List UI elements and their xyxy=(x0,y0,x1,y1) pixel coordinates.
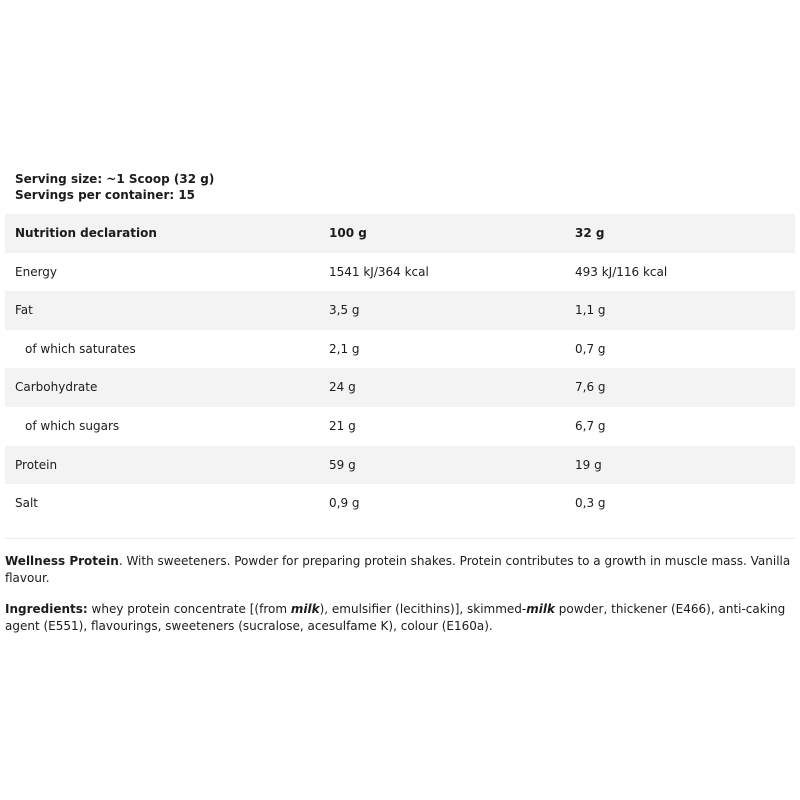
table-row-fat xyxy=(5,291,795,330)
row-value-serving: 19 g xyxy=(575,457,602,472)
row-value-serving: 0,3 g xyxy=(575,496,606,511)
header-nutrition-declaration: Nutrition declaration xyxy=(15,226,157,240)
table-row-carbohydrate xyxy=(5,368,795,407)
nutrition-table-header xyxy=(5,214,795,253)
table-row-salt xyxy=(5,484,795,523)
row-value-100g: 3,5 g xyxy=(329,303,360,318)
row-value-serving: 493 kJ/116 kcal xyxy=(575,264,668,279)
table-row-saturates xyxy=(5,330,795,369)
header-per-100g: 100 g xyxy=(329,226,367,240)
product-name: Wellness Protein xyxy=(5,554,119,568)
product-description-text: . With sweeteners. Powder for preparing protein shakes. Protein contributes to a growth in muscle mass. Vanilla flavour. xyxy=(5,554,791,585)
row-value-100g: 0,9 g xyxy=(329,496,360,511)
serving-info xyxy=(15,171,214,203)
row-value-serving: 6,7 g xyxy=(575,418,606,433)
allergen-milk: milk xyxy=(526,602,555,616)
product-description xyxy=(5,553,795,587)
row-label: Energy xyxy=(15,264,58,279)
table-row-sugars xyxy=(5,407,795,446)
row-label: of which sugars xyxy=(25,418,120,433)
servings-per-container: Servings per container: 15 xyxy=(15,188,196,202)
row-label: Carbohydrate xyxy=(15,380,98,395)
ingredients-text: whey protein concentrate [(from xyxy=(87,602,291,616)
row-value-100g: 1541 kJ/364 kcal xyxy=(329,264,429,279)
row-label: Fat xyxy=(15,303,33,318)
table-row-protein xyxy=(5,446,795,485)
row-value-serving: 7,6 g xyxy=(575,380,606,395)
ingredients-text: powder, thickener (E466), anti-caking agent (E551), flavourings, sweeteners (sucralose, acesulfame K), colour (E160a). xyxy=(5,602,786,633)
row-value-100g: 2,1 g xyxy=(329,341,360,356)
row-value-100g: 24 g xyxy=(329,380,356,395)
ingredients-text: ), emulsifier (lecithins)], skimmed- xyxy=(319,602,527,616)
nutrition-table xyxy=(5,214,795,523)
serving-size: Serving size: ~1 Scoop (32 g) xyxy=(15,172,215,186)
row-value-100g: 59 g xyxy=(329,457,356,472)
allergen-milk: milk xyxy=(290,602,320,616)
row-label: Salt xyxy=(15,496,39,511)
table-row-energy xyxy=(5,253,795,292)
ingredients-list xyxy=(5,601,795,635)
row-value-serving: 0,7 g xyxy=(575,341,606,356)
row-label: of which saturates xyxy=(25,341,136,356)
row-label: Protein xyxy=(15,457,58,472)
row-value-serving: 1,1 g xyxy=(575,303,606,318)
row-value-100g: 21 g xyxy=(329,418,356,433)
ingredients-label: Ingredients: xyxy=(5,602,88,616)
section-divider xyxy=(5,538,795,539)
header-per-serving: 32 g xyxy=(575,226,605,240)
